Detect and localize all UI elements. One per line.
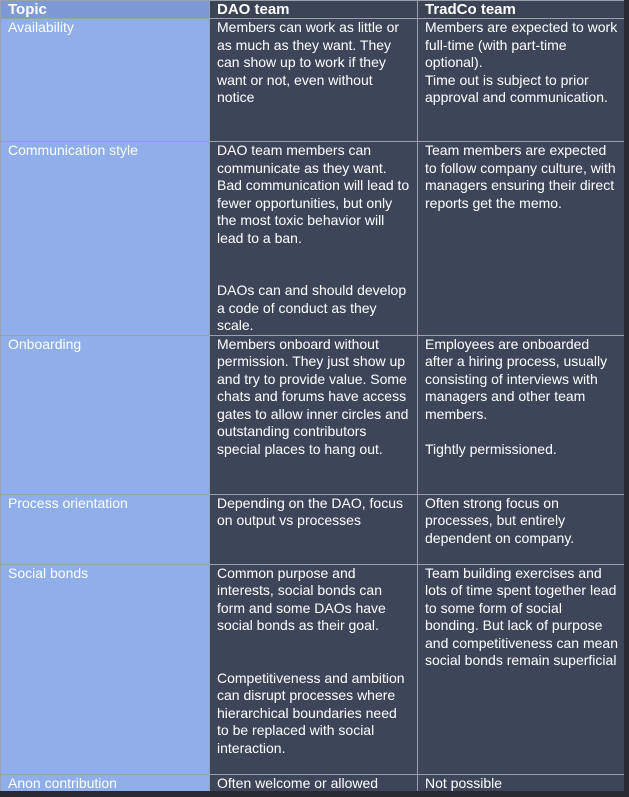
dao-cell bbox=[210, 494, 418, 564]
header-row bbox=[1, 1, 625, 19]
tradco-cell bbox=[418, 19, 625, 142]
tradco-cell bbox=[418, 142, 625, 336]
header-dao-team: DAO team bbox=[210, 1, 418, 19]
cell-text: Time out is subject to prior approval and communication. bbox=[425, 71, 608, 105]
cell-text: Tightly permissioned. bbox=[425, 441, 557, 457]
paragraph-gap bbox=[425, 423, 619, 441]
topic-cell: Availability bbox=[1, 19, 210, 142]
topic-cell: Onboarding bbox=[1, 335, 210, 494]
cell-text: Team members are expected to follow company culture, with managers ensuring their direct reports get the memo. bbox=[425, 142, 616, 211]
cell-text: DAOs can and should develop a code of conduct as they scale. bbox=[217, 282, 407, 333]
cell-text: Not possible bbox=[425, 774, 503, 791]
cell-text: Team building exercises and lots of time spent together lead to some form of social bonding. But lack of purpose and competitiveness can mean social bonds remain superficial bbox=[425, 564, 618, 668]
cell-text: Common purpose and interests, social bonds can form and some DAOs have social bonds as their goal. bbox=[217, 564, 386, 633]
right-edge-strip bbox=[624, 0, 629, 797]
cell-text: Members are expected to work full-time (with part-time optional). bbox=[425, 19, 618, 70]
paragraph-gap bbox=[217, 635, 412, 670]
cell-text: Members onboard without permission. They just show up and try to provide value. Some chats and forums have access gates to allow inner circles and outstanding contributors special places to hang out. bbox=[217, 335, 409, 457]
header-tradco-team: TradCo team bbox=[418, 1, 625, 19]
cell-text: Competitiveness and ambition can disrupt processes where hierarchical boundaries need to be replaced with social interaction. bbox=[217, 669, 405, 756]
cell-text: Often strong focus on processes, but entirely dependent on company. bbox=[425, 494, 575, 546]
cell-text: Depending on the DAO, focus on output vs processes bbox=[217, 494, 404, 528]
header-topic: Topic bbox=[1, 1, 210, 19]
dao-cell bbox=[210, 19, 418, 142]
dao-cell bbox=[210, 335, 418, 494]
tradco-cell bbox=[418, 335, 625, 494]
topic-cell: Communication style bbox=[1, 142, 210, 336]
dao-cell bbox=[210, 564, 418, 774]
topic-cell: Process orientation bbox=[1, 494, 210, 564]
cell-text: Members can work as little or as much as they want. They can show up to work if they want or not, even without notice bbox=[217, 19, 400, 105]
table-row bbox=[1, 335, 625, 494]
cell-text: Often welcome or allowed bbox=[217, 774, 379, 791]
cell-text: Employees are onboarded after a hiring process, usually consisting of interviews with managers and other team members. bbox=[425, 335, 608, 422]
bottom-edge-strip bbox=[0, 791, 629, 797]
cell-text: DAO team members can communicate as they want. Bad communication will lead to fewer opportunities, but only the most toxic behavior will lead to a ban. bbox=[217, 142, 410, 246]
table-row bbox=[1, 494, 625, 564]
tradco-cell bbox=[418, 564, 625, 774]
table-row bbox=[1, 564, 625, 774]
topic-cell: Social bonds bbox=[1, 564, 210, 774]
topic-cell: Anon contribution bbox=[1, 774, 210, 794]
dao-cell bbox=[210, 142, 418, 336]
tradco-cell bbox=[418, 494, 625, 564]
table-row bbox=[1, 142, 625, 336]
table-row bbox=[1, 19, 625, 142]
paragraph-gap bbox=[217, 247, 412, 282]
